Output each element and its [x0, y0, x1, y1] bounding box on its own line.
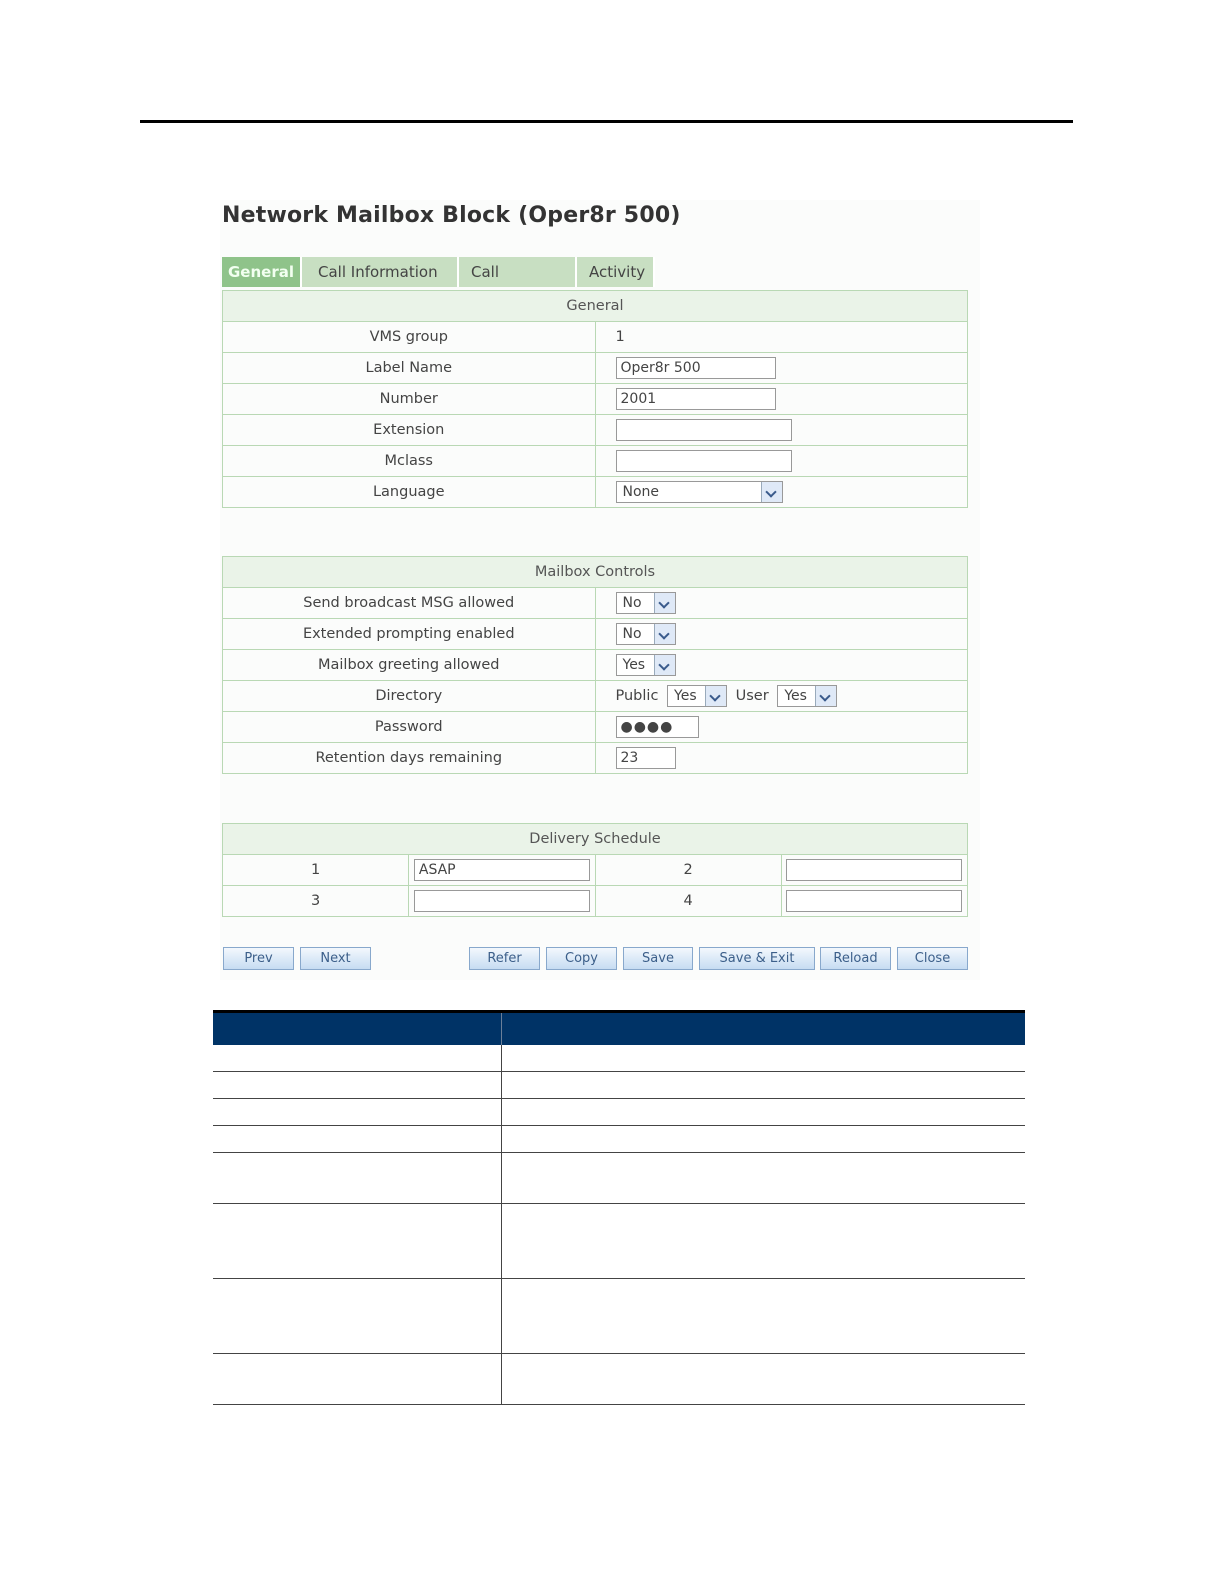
- table-row: [213, 1126, 1025, 1153]
- table-row: [213, 1204, 1025, 1279]
- language-select[interactable]: [616, 481, 783, 503]
- schedule-num-2: 2: [595, 855, 781, 886]
- tab-call-information[interactable]: Call Information: [302, 257, 459, 287]
- directory-user-label: User: [735, 688, 769, 704]
- language-label: Language: [223, 477, 596, 508]
- tab-general[interactable]: General: [222, 257, 302, 287]
- schedule-input-4[interactable]: [786, 890, 962, 912]
- tab-activity[interactable]: Activity: [577, 257, 655, 287]
- tab-bar: [222, 257, 655, 287]
- schedule-input-2[interactable]: [786, 859, 962, 881]
- chevron-down-icon[interactable]: [761, 482, 782, 502]
- directory-public-label: Public: [615, 688, 659, 704]
- directory-label: Directory: [223, 681, 596, 712]
- greeting-select[interactable]: [616, 654, 676, 676]
- number-input[interactable]: 2001: [616, 388, 776, 410]
- language-select-value: None: [622, 484, 660, 500]
- password-label: Password: [223, 712, 596, 743]
- greeting-label: Mailbox greeting allowed: [223, 650, 596, 681]
- general-table: [222, 290, 968, 508]
- extended-prompting-select-value: No: [622, 626, 642, 642]
- schedule-num-4: 4: [595, 886, 781, 917]
- next-button[interactable]: Next: [300, 947, 371, 970]
- mclass-label: Mclass: [223, 446, 596, 477]
- chevron-down-icon[interactable]: [654, 655, 675, 675]
- save-button[interactable]: Save: [623, 947, 693, 970]
- extension-input[interactable]: [616, 419, 792, 441]
- chevron-down-icon[interactable]: [654, 624, 675, 644]
- table-row: [213, 1045, 1025, 1072]
- retention-label: Retention days remaining: [223, 743, 596, 774]
- copy-button[interactable]: Copy: [546, 947, 617, 970]
- close-button[interactable]: Close: [897, 947, 968, 970]
- mclass-input[interactable]: [616, 450, 792, 472]
- directory-user-select[interactable]: [777, 685, 837, 707]
- chevron-down-icon[interactable]: [705, 686, 726, 706]
- mailbox-controls-header: Mailbox Controls: [223, 557, 968, 588]
- table-row: [213, 1153, 1025, 1204]
- table-row: [213, 1279, 1025, 1354]
- greeting-select-value: Yes: [622, 657, 646, 673]
- prev-button[interactable]: Prev: [223, 947, 294, 970]
- general-header: General: [223, 291, 968, 322]
- table-row: [213, 1072, 1025, 1099]
- tab-call-director[interactable]: Call: [459, 257, 577, 287]
- page-title: Network Mailbox Block (Oper8r 500): [222, 203, 681, 228]
- refer-button[interactable]: Refer: [469, 947, 540, 970]
- label-name-input[interactable]: Oper8r 500: [616, 357, 776, 379]
- table-header-cell: [502, 1012, 1026, 1046]
- table-row: [213, 1354, 1025, 1405]
- directory-public-value: Yes: [674, 688, 697, 704]
- field-description-table: [213, 1010, 1025, 1405]
- extension-label: Extension: [223, 415, 596, 446]
- broadcast-label: Send broadcast MSG allowed: [223, 588, 596, 619]
- delivery-schedule-header: Delivery Schedule: [223, 824, 968, 855]
- table-header-row: [213, 1012, 1025, 1046]
- save-exit-button[interactable]: Save & Exit: [699, 947, 815, 970]
- schedule-num-1: 1: [223, 855, 409, 886]
- table-header-cell: [213, 1012, 502, 1046]
- page-top-rule: [140, 120, 1073, 123]
- chevron-down-icon[interactable]: [654, 593, 675, 613]
- table-row: [223, 855, 968, 886]
- vms-group-value: 1: [595, 322, 968, 353]
- reload-button[interactable]: Reload: [820, 947, 891, 970]
- table-row: [223, 886, 968, 917]
- extended-prompting-select[interactable]: [616, 623, 676, 645]
- directory-user-value: Yes: [784, 688, 807, 704]
- chevron-down-icon[interactable]: [815, 686, 836, 706]
- number-label: Number: [223, 384, 596, 415]
- retention-input[interactable]: 23: [616, 747, 676, 769]
- schedule-input-3[interactable]: [414, 890, 590, 912]
- extended-prompting-label: Extended prompting enabled: [223, 619, 596, 650]
- vms-group-label: VMS group: [223, 322, 596, 353]
- label-name-label: Label Name: [223, 353, 596, 384]
- mailbox-controls-table: [222, 556, 968, 774]
- table-row: [213, 1099, 1025, 1126]
- broadcast-select[interactable]: [616, 592, 676, 614]
- schedule-input-1[interactable]: ASAP: [414, 859, 590, 881]
- broadcast-select-value: No: [622, 595, 642, 611]
- delivery-schedule-table: [222, 823, 968, 917]
- schedule-num-3: 3: [223, 886, 409, 917]
- directory-public-select[interactable]: [667, 685, 727, 707]
- password-input[interactable]: ●●●●: [616, 716, 699, 738]
